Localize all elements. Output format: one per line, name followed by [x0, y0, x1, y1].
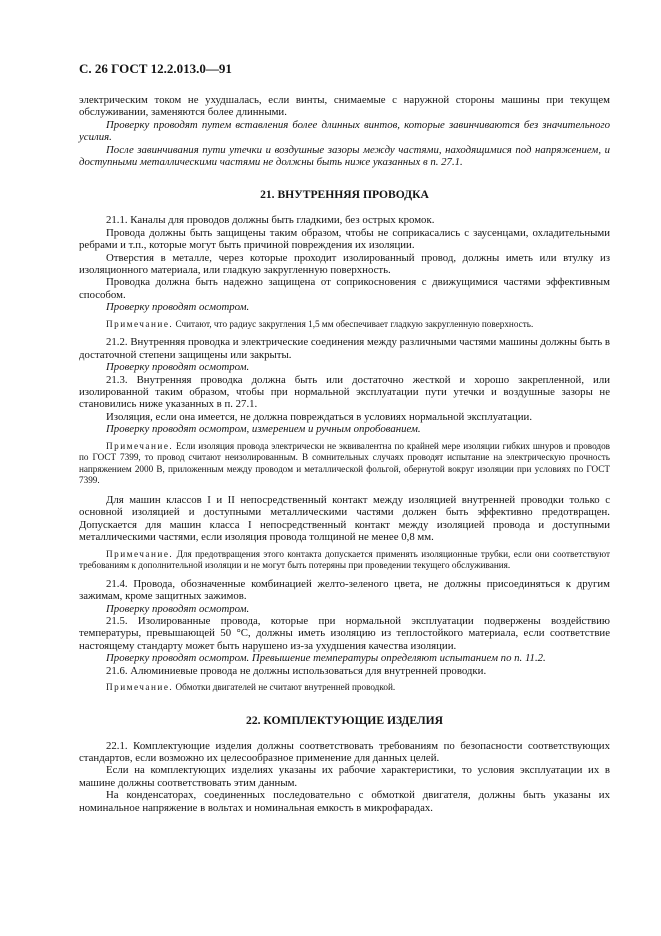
section-22-heading: 22. КОМПЛЕКТУЮЩИЕ ИЗДЕЛИЯ — [246, 713, 443, 727]
paragraph-21-4: 21.4. Провода, обозначенные комбинацией желто-зеленого цвета, не должны присоединяться к другим зажимам, кроме защитных зажимов. — [79, 577, 610, 603]
paragraph-21-2: 21.2. Внутренняя проводка и электрические соединения между различными частями машины должны быть в достаточной степени защищены или закрыты. — [79, 336, 610, 361]
paragraph-22-1-capacitors: На конденсаторах, соединенных последовательно с обмоткой двигателя, должны быть указаны их номинальное напряжение в вольтах и номинальная емкость в микрофарадах. — [79, 789, 610, 814]
paragraph-check-temperature: Проверку проводят осмотром. Превышение температуры определяют испытанием по п. 11.2. — [106, 652, 546, 665]
note-3-text: Для предотвращения этого контакта допускается применять изоляционные трубки, если они соответствуют требованиям к дополнительной изоляции и не могут быть потеряны при проведении текущего обслуживания. — [79, 548, 610, 571]
section-21-heading: 21. ВНУТРЕННЯЯ ПРОВОДКА — [260, 188, 429, 202]
note-4-text: Обмотки двигателей не считают внутренней проводкой. — [175, 681, 396, 692]
paragraph-continuation: электрическим током не ухудшалась, если винты, снимаемые с наружной стороны машины при текущем обслуживании, заменяются более длинными. — [79, 94, 610, 119]
note-3 — [79, 549, 610, 572]
paragraph-21-1-protection: Провода должны быть защищены таким образом, чтобы не соприкасались с заусенцами, охладительными ребрами и т.п., которые могут быть причиной повреждения их изоляции. — [79, 226, 610, 252]
note-1 — [79, 319, 610, 331]
paragraph-21-5: 21.5. Изолированные провода, которые при нормальной эксплуатации подвержены воздействию температуры, превышающей 50 °С, должны иметь изоляцию из теплостойкого материала, если соответствие настоящему стандарту может быть нарушено из-за ухудшения качества изоляции. — [79, 614, 610, 652]
page-content — [79, 94, 610, 814]
paragraph-check-full: Проверку проводят осмотром, измерением и ручным опробованием. — [106, 423, 421, 436]
note-label: Примечание. — [106, 681, 174, 692]
note-2-text: Если изоляция провода электрически не эквивалентна по крайней мере изоляции гибких шнуров и проводов по ГОСТ 7399, то провод считают неизолированным. В сомнительных случаях проводят испытание на электрическую прочность напряжением 2000 В, приложенным между проводом и металлической фольгой, обернутой вокруг изоляции при условиях по ГОСТ 7399. — [79, 440, 610, 486]
note-1-text: Считают, что радиус закругления 1,5 мм обеспечивает гладкую закругленную поверхность. — [175, 318, 534, 329]
page-header: С. 26 ГОСТ 12.2.013.0—91 — [79, 61, 232, 76]
paragraph-21-3: 21.3. Внутренняя проводка должна быть или достаточно жесткой и хорошо закрепленной, или изолированной таким образом, чтобы при нормальной эксплуатации пути утечки и воздушные зазоры не становились ниже указанных в п. 27.1. — [79, 373, 610, 411]
paragraph-21-1-holes: Отверстия в металле, через которые проходит изолированный провод, должны иметь или втулку из изоляционного материала, или гладкую закругленную поверхность. — [79, 251, 610, 277]
paragraph-class-machines: Для машин классов I и II непосредственный контакт между изоляцией внутренней проводки только с основной изоляцией и доступными металлическими частями должен быть эффективно предотвращен. Допускается для машин класса I непосредственный контакт между изоляцией провода и доступными металлическими частями, если изоляция провода толщиной не менее 0,8 мм. — [79, 493, 610, 544]
paragraph-21-1: 21.1. Каналы для проводов должны быть гладкими, без острых кромок. — [106, 214, 435, 227]
paragraph-check-long-screws: Проверку проводят путем вставления более длинных винтов, которые завинчиваются без значительного усилия. — [79, 118, 610, 144]
note-label: Примечание. — [106, 548, 174, 559]
note-4 — [79, 682, 610, 694]
note-2 — [79, 441, 610, 487]
paragraph-check-inspection: Проверку проводят осмотром. — [106, 602, 250, 615]
paragraph-check-inspection: Проверку проводят осмотром. — [106, 361, 250, 374]
paragraph-after-screwing: После завинчивания пути утечки и воздушные зазоры между частями, находящимися под напряжением, и доступными металлическими частями не должны быть ниже указанных в п. 27.1. — [79, 143, 610, 169]
paragraph-check-inspection: Проверку проводят осмотром. — [106, 301, 250, 314]
paragraph-22-1: 22.1. Комплектующие изделия должны соответствовать требованиям по безопасности соответствующих стандартов, если возможно их целесообразное применение для данных целей. — [79, 739, 610, 764]
paragraph-21-6: 21.6. Алюминиевые провода не должны использоваться для внутренней проводки. — [106, 664, 487, 677]
paragraph-22-1-characteristics: Если на комплектующих изделиях указаны их рабочие характеристики, то условия эксплуатации их в машине должны соответствовать этим данным. — [79, 764, 610, 789]
paragraph-21-3-insulation: Изоляция, если она имеется, не должна повреждаться в условиях нормальной эксплуатации. — [106, 410, 533, 423]
paragraph-21-1-moving-parts: Проводка должна быть надежно защищена от соприкосновения с движущимися частями эффективным способом. — [79, 276, 610, 301]
note-label: Примечание. — [106, 318, 174, 329]
note-label: Примечание. — [106, 440, 174, 451]
